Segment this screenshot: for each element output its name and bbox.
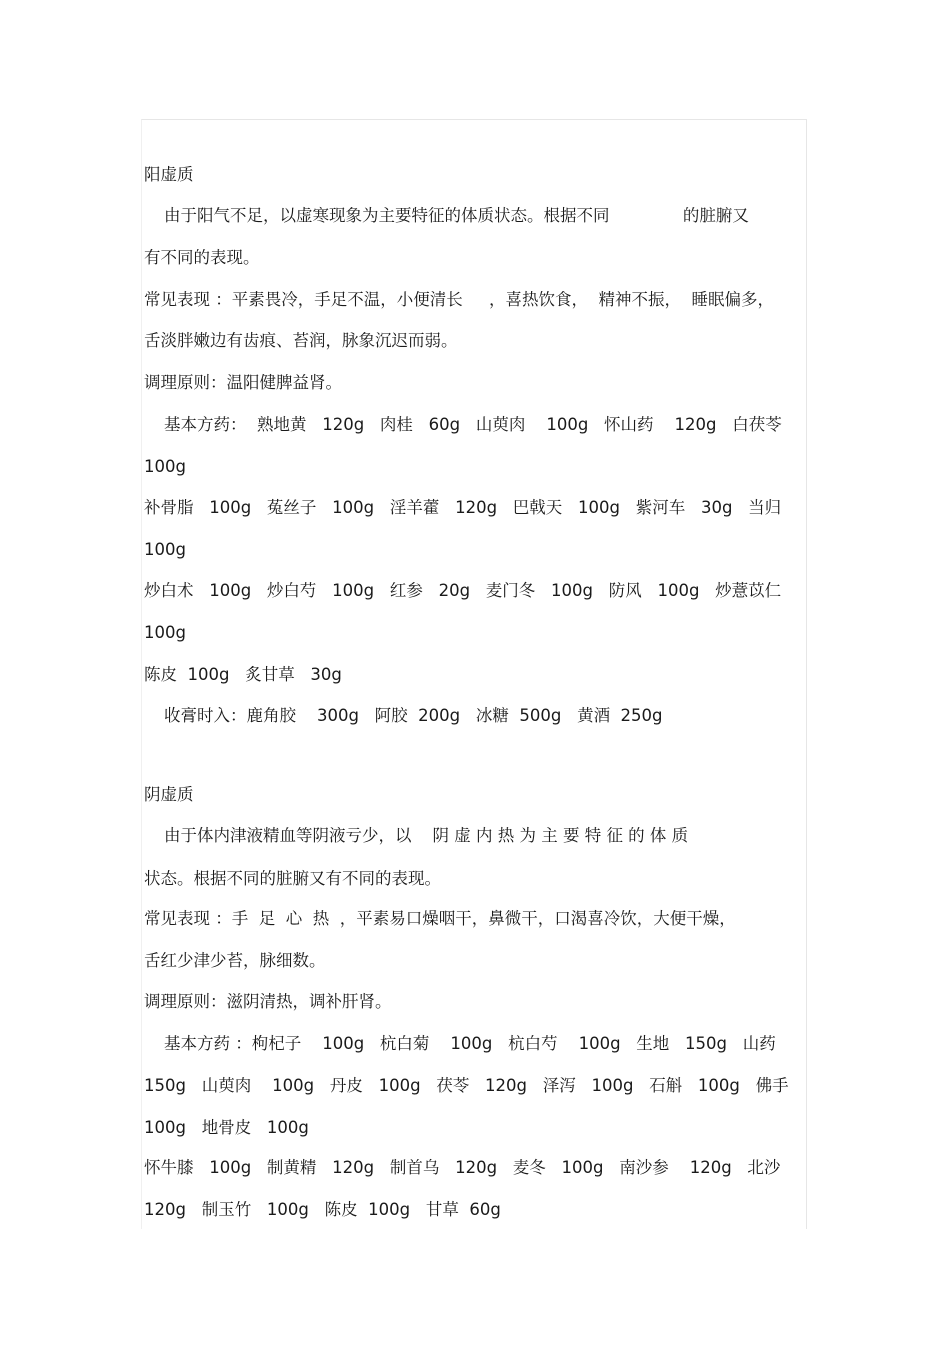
yang-intro-line-2: 有不同的表现。 (144, 248, 260, 267)
yin-herbs-line-4: 怀牛膝 100g 制黄精 120g 制首乌 120g 麦冬 100g 南沙参 120g 北沙 (144, 1158, 781, 1177)
yang-herbs-line-2: 100g (144, 457, 186, 476)
yang-herbs-line-7: 陈皮 100g 炙甘草 30g (144, 665, 342, 684)
yin-intro-line-1: 由于体内津液精血等阴液亏少，以 阴 虚 内 热 为 主 要 特 征 的 体 质 (164, 826, 689, 845)
yang-herbs-line-4: 100g (144, 540, 186, 559)
section-title-yin: 阴虚质 (144, 785, 194, 804)
yang-herbs-line-1: 基本方药： 熟地黄 120g 肉桂 60g 山萸肉 100g 怀山药 120g 白茯苓 (164, 415, 782, 434)
yin-principle: 调理原则：滋阴清热，调补肝肾。 (144, 992, 392, 1011)
yin-herbs-line-5: 120g 制玉竹 100g 陈皮 100g 甘草 60g (144, 1200, 501, 1219)
yang-symptoms-line-2: 舌淡胖嫩边有齿痕、苔润，脉象沉迟而弱。 (144, 331, 458, 350)
yang-intro-line-1: 由于阳气不足，以虚寒现象为主要特征的体质状态。根据不同 的脏腑又 (164, 206, 749, 225)
yin-herbs-line-3: 100g 地骨皮 100g (144, 1118, 309, 1137)
yang-principle: 调理原则：温阳健脾益肾。 (144, 373, 342, 392)
yin-herbs-line-2: 150g 山萸肉 100g 丹皮 100g 茯苓 120g 泽泻 100g 石斛 100g 佛手 (144, 1076, 789, 1095)
yang-symptoms-line-1: 常见表现 ：平素畏冷，手足不温，小便清长 ，喜热饮食， 精神不振， 睡眠偏多， (144, 290, 774, 309)
yin-herbs-line-1: 基本方药 ：枸杞子 100g 杭白菊 100g 杭白芍 100g 生地 150g 山药 (164, 1034, 776, 1053)
yang-ointment: 收膏时入：鹿角胶 300g 阿胶 200g 冰糖 500g 黄酒 250g (164, 706, 663, 725)
yang-herbs-line-3: 补骨脂 100g 菟丝子 100g 淫羊藿 120g 巴戟天 100g 紫河车 30g 当归 (144, 498, 782, 517)
yin-symptoms-line-2: 舌红少津少苔，脉细数。 (144, 951, 326, 970)
yang-herbs-line-5: 炒白术 100g 炒白芍 100g 红参 20g 麦门冬 100g 防风 100g 炒薏苡仁 (144, 581, 782, 600)
yang-herbs-line-6: 100g (144, 623, 186, 642)
section-title-yang: 阳虚质 (144, 165, 194, 184)
yin-intro-line-2: 状态。根据不同的脏腑又有不同的表现。 (144, 869, 441, 888)
yin-symptoms-line-1: 常见表现 ：手 足 心 热 ，平素易口燥咽干，鼻微干，口渴喜冷饮，大便干燥， (144, 909, 736, 928)
